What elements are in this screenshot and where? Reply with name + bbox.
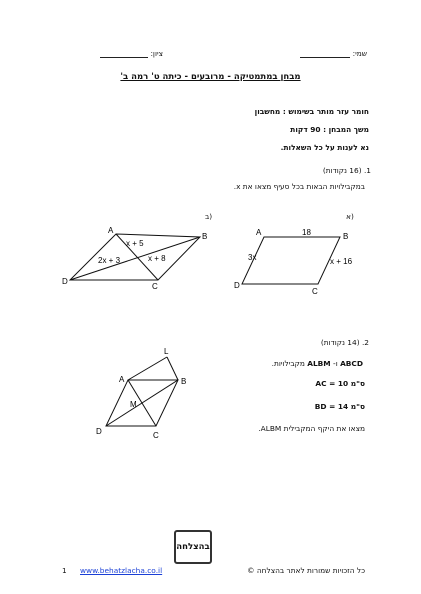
- name-label: שמי:: [352, 49, 367, 58]
- vertex-d: D: [62, 277, 68, 286]
- side-top-label: 18: [302, 228, 311, 237]
- q2-figure: [92, 342, 202, 447]
- q2-albm: ALBM: [307, 359, 331, 368]
- logo-text: בהצלחה: [176, 542, 210, 552]
- q2-points: (14 נקודות): [320, 338, 360, 347]
- page-title: מבחן במתמטיקה - מרובעים - כיתה ט' רמה ב': [120, 72, 301, 82]
- instruction-duration: משך המבחן : 90 דקות: [290, 125, 369, 134]
- vertex-a: A: [256, 228, 262, 237]
- instruction-answer-all: נא לענות על כל השאלות.: [280, 143, 369, 152]
- q2-line1: [183, 359, 363, 368]
- q1-number: 1.: [363, 166, 371, 175]
- instruction-aids: חומר עזר מותר בשימוש : מחשבון: [254, 107, 369, 116]
- parallelogram-abcd-a: [242, 237, 340, 284]
- vertex-c: C: [152, 282, 158, 291]
- behatzlacha-logo: [174, 530, 212, 564]
- q2-bd: BD = 14 ס"מ: [314, 402, 365, 411]
- q1-part-b-label: ב): [205, 212, 213, 221]
- q2-number: 2.: [361, 338, 369, 347]
- vertex-a: A: [119, 375, 125, 384]
- side-left-label: 3x: [248, 253, 257, 262]
- vertex-a: A: [108, 226, 114, 235]
- vertex-b: B: [343, 232, 349, 241]
- grade-label: ציון:: [150, 49, 163, 58]
- q1-figure-b: [60, 222, 220, 297]
- vertex-b: B: [181, 377, 187, 386]
- vertex-l: L: [164, 347, 169, 356]
- segment-lb: [167, 357, 178, 380]
- q1-header: [171, 166, 371, 175]
- vertex-d: D: [96, 427, 102, 436]
- q1-text: במקבילויות הבאות בכל סעיף מצאו את x.: [233, 182, 365, 191]
- vertex-c: C: [153, 431, 159, 440]
- name-line: [300, 57, 350, 58]
- q2-ac: AC = 10 ס"מ: [315, 379, 365, 388]
- segment-label-2: 2x + 3: [98, 256, 121, 265]
- side-right-label: x + 16: [330, 257, 353, 266]
- segment-al: [128, 357, 167, 380]
- name-field: [247, 49, 367, 58]
- instructions: [69, 103, 369, 157]
- q2-hebrew-a: ו-: [333, 359, 338, 368]
- grade-line: [100, 57, 148, 58]
- segment-label-1: x + 5: [126, 239, 144, 248]
- segment-label-3: x + 8: [148, 254, 166, 263]
- q2-hebrew-b: מקבילויות.: [271, 359, 305, 368]
- vertex-d: D: [234, 281, 240, 290]
- q1-points: (16 נקודות): [322, 166, 362, 175]
- copyright: כל הזכויות שמורות לאתר בהצלחה ©: [247, 566, 365, 575]
- vertex-m: M: [130, 400, 137, 409]
- site-link[interactable]: www.behatzlacha.co.il: [80, 566, 163, 575]
- vertex-c: C: [312, 287, 318, 296]
- q1-figure-a: [230, 222, 360, 297]
- page-number: 1: [62, 566, 67, 575]
- q1-part-a-label: א): [346, 212, 354, 221]
- q2-task: מצאו את היקף המקבילית ALBM.: [258, 424, 365, 433]
- grade-field: [43, 49, 163, 58]
- vertex-b: B: [202, 232, 208, 241]
- q2-abcd: ABCD: [340, 359, 363, 368]
